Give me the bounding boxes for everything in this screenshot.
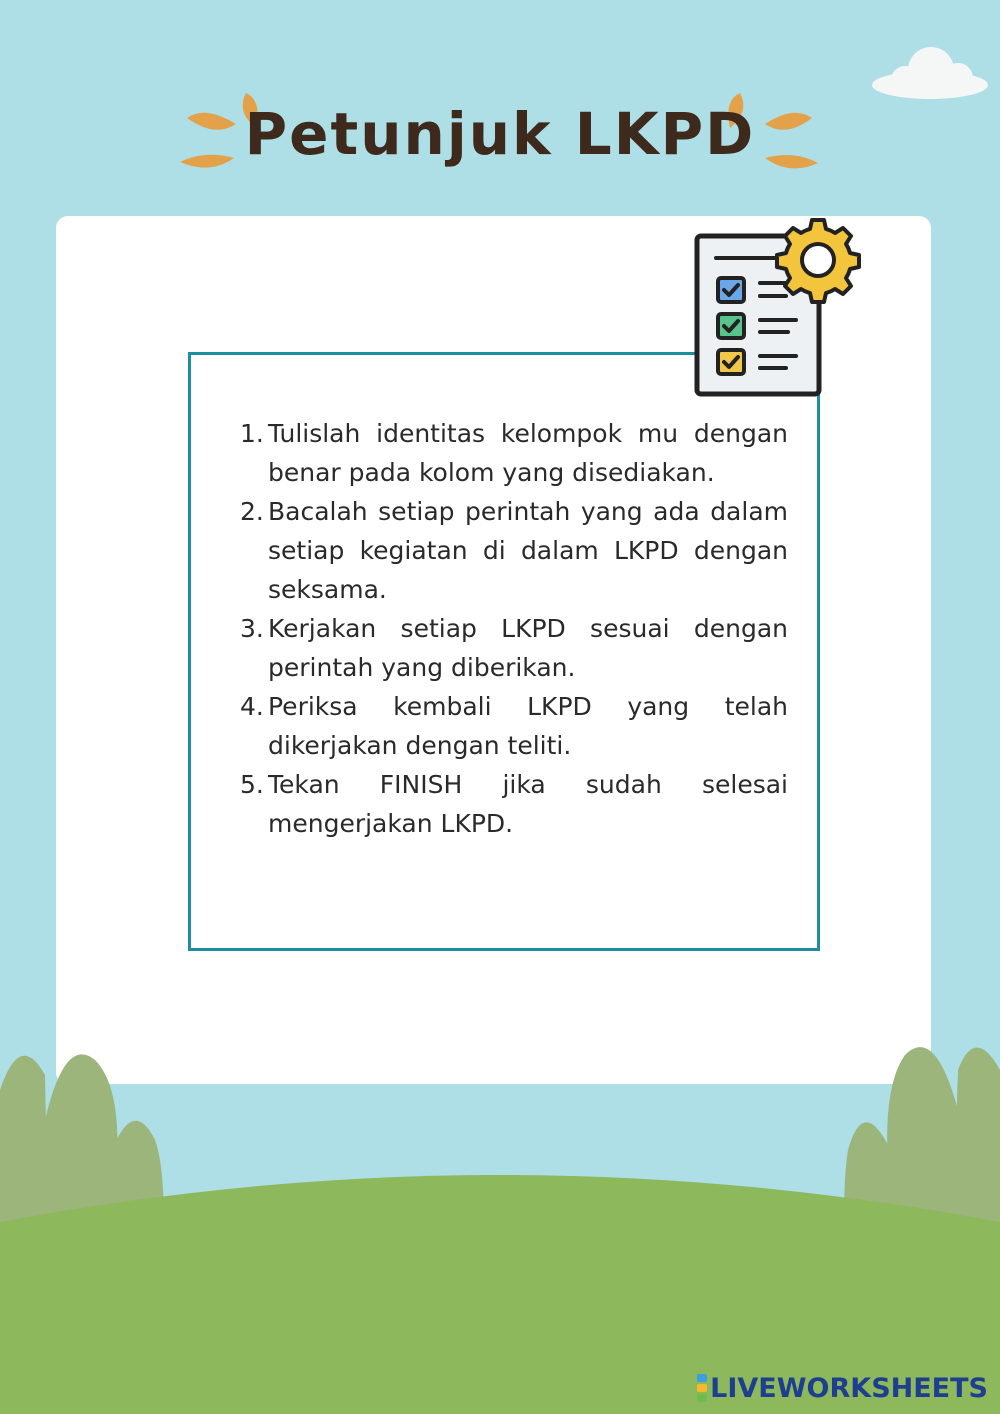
instruction-list [240, 414, 788, 843]
list-item-number: 5. [240, 770, 264, 799]
list-item [240, 492, 788, 609]
checklist-gear-icon [690, 214, 866, 398]
list-item [240, 765, 788, 843]
brand-name: LIVEWORKSHEETS [710, 1372, 988, 1404]
list-item [240, 414, 788, 492]
list-item-text: Periksa kembali LKPD yang telah dikerjakan dengan teliti. [268, 692, 788, 760]
liveworksheets-brand [697, 1370, 988, 1406]
list-item-number: 4. [240, 692, 264, 721]
list-item-text: Tekan FINISH jika sudah selesai mengerjakan LKPD. [268, 770, 788, 838]
list-item [240, 609, 788, 687]
list-item-text: Kerjakan setiap LKPD sesuai dengan perintah yang diberikan. [268, 614, 788, 682]
list-item-number: 2. [240, 497, 264, 526]
page-title: Petunjuk LKPD [244, 100, 756, 168]
foreground-scene [0, 1030, 1000, 1414]
liveworksheets-logo-icon [697, 1373, 707, 1403]
list-item-text: Tulislah identitas kelompok mu dengan benar pada kolom yang disediakan. [268, 419, 788, 487]
list-item-number: 3. [240, 614, 264, 643]
list-item-number: 1. [240, 419, 264, 448]
list-item [240, 687, 788, 765]
list-item-text: Bacalah setiap perintah yang ada dalam setiap kegiatan di dalam LKPD dengan seksama. [268, 497, 788, 604]
